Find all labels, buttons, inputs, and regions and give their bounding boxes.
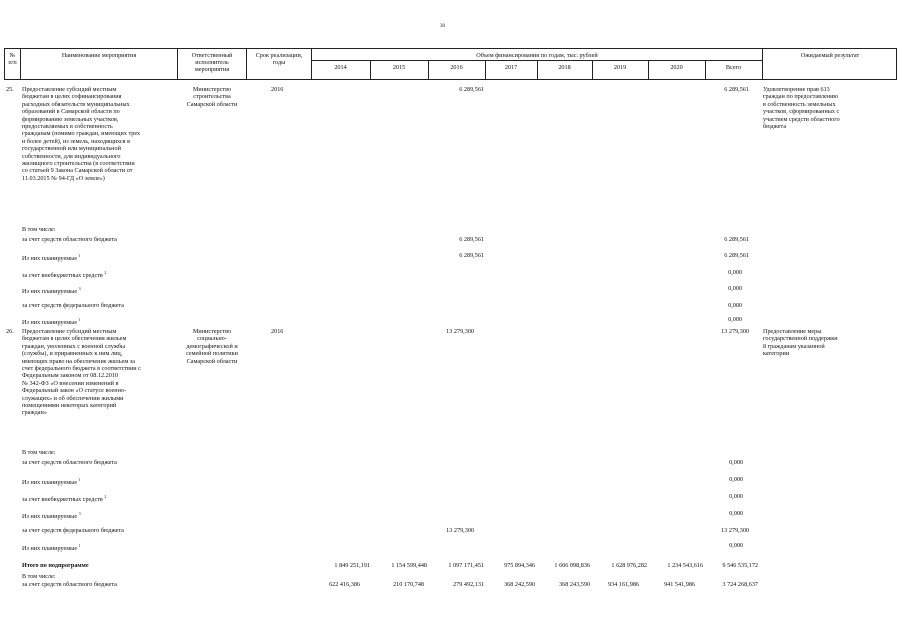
regional-2019: 934 161,986 (608, 581, 639, 588)
value-total: 13 279,300 (721, 328, 749, 335)
funding-row-label: за счет внебюджетных средств $^2$ (22, 494, 107, 504)
year-col: 2018 (558, 64, 571, 71)
totals-total: 9 546 535,172 (722, 562, 758, 569)
funding-row-label: Из них планируемые $^1$ (22, 477, 81, 487)
including-label: В том числе: (22, 449, 56, 456)
executor-line: демографической и (186, 342, 238, 350)
description-line: Предоставление субсидий местным (22, 86, 117, 93)
year-col: 2014 (334, 64, 347, 71)
description-line: (службы), и приравненных к ним лиц, (22, 350, 123, 358)
including-label: В том числе: (22, 226, 56, 233)
item-description (22, 328, 141, 417)
item-term: 2016 (271, 86, 284, 93)
funding-row-label: за счет внебюджетных средств $^2$ (22, 270, 107, 280)
item-term: 2016 (271, 328, 284, 335)
description-line: и более детей), из земель, находящихся в (22, 137, 130, 145)
result-line: государственной поддержки (763, 335, 838, 343)
regional-2020: 941 541,986 (664, 581, 695, 588)
description-line: жилищного строительства (в соответствии (22, 160, 135, 168)
funding-row-label: Из них планируемые $^1$ (22, 317, 81, 327)
funding-row-total: 0,000 (729, 510, 743, 517)
regional-total: 3 724 268,637 (722, 581, 758, 588)
funding-row-total: 0,000 (729, 493, 743, 500)
totals-2017: 975 894,346 (504, 562, 535, 569)
year-col: 2019 (613, 64, 627, 71)
item-description (22, 86, 140, 182)
executor-line: строительства (193, 93, 231, 101)
executor-line: Министерство (192, 86, 232, 93)
description-line: граждан, уволенных с военной службы (22, 342, 126, 350)
executor-line: Самарской области (186, 100, 238, 108)
description-line: образований в Самарской области по (22, 108, 120, 116)
totals-label: Итого по подпрограмме (22, 562, 89, 569)
regional-2014: 622 416,386 (329, 581, 360, 588)
totals-2020: 1 234 543,616 (667, 562, 703, 569)
result-line: в собственность земельных (763, 100, 836, 108)
totals-2016: 1 097 171,451 (448, 562, 484, 569)
funding-row-2016: 13 279,300 (446, 527, 474, 534)
item-number: 25. (6, 86, 14, 93)
executor-line: Самарской области (186, 357, 238, 365)
regional-2015: 210 170,748 (393, 581, 424, 588)
item-result (763, 86, 840, 130)
description-line: государственной или муниципальной (22, 145, 121, 153)
result-line: 8 гражданам указанной (763, 342, 825, 350)
year-col: 2020 (670, 64, 683, 71)
description-line: со статьей 9 Закона Самарской области от (22, 167, 133, 175)
regional-label: за счет средств областного бюджета (22, 581, 117, 588)
description-line: расходных обязательств муниципальных (22, 100, 130, 108)
page-number: 30 (440, 24, 445, 29)
result-line: Предоставление меры (763, 328, 822, 335)
result-line: участков, сформированных с (763, 108, 840, 116)
funding-row-total: 0,000 (729, 476, 743, 483)
description-line: Федеральный закон «О статусе военно- (22, 387, 127, 395)
year-col: 2017 (504, 64, 518, 71)
result-line: граждан по предоставлению (763, 93, 839, 101)
header-num: № п/п (8, 52, 17, 66)
funding-row-total: 0,000 (728, 269, 742, 276)
executor-line: Министерство (192, 328, 232, 335)
funding-row-label: Из них планируемые $^3$ (22, 511, 81, 521)
funding-row-total: 0,000 (728, 285, 742, 292)
regional-2016: 279 492,131 (453, 581, 484, 588)
year-col: 2016 (450, 64, 463, 71)
description-line: бюджетам в целях обеспечения жильем (22, 335, 127, 343)
funding-row-total: 6 289,561 (724, 236, 749, 243)
result-line: бюджета (763, 123, 787, 131)
header-finance: Объем финансирования по годам, тыс. рублей (476, 52, 598, 59)
funding-row-total: 13 279,300 (721, 527, 749, 534)
funding-row-label: за счет средств федерального бюджета (22, 527, 124, 534)
funding-row-label: за счет средств областного бюджета (22, 459, 117, 466)
regional-2017: 368 242,590 (504, 581, 535, 588)
description-line: формированию земельных участков, (22, 115, 119, 123)
description-line: служащих» и об обеспечении жилыми (22, 394, 124, 402)
description-line: предоставляемых в собственность (22, 123, 113, 131)
description-line: помещениями некоторых категорий (22, 402, 117, 410)
result-line: участием средств областного (763, 115, 840, 123)
funding-row-total: 0,000 (729, 542, 743, 549)
description-line: гражданам (помимо граждан, имеющих трех (22, 130, 141, 138)
description-line: счет федерального бюджета в соответствии с (22, 365, 141, 373)
item-executor (178, 328, 246, 365)
description-line: 11.03.2015 № 94-ГД «О земле») (22, 174, 105, 182)
executor-line: социально- (197, 335, 227, 343)
totals-2015: 1 154 599,448 (391, 562, 427, 569)
header-divider (311, 60, 762, 61)
header-executor: Ответственный исполнитель мероприятия (191, 52, 233, 73)
item-number: 26. (6, 328, 14, 335)
description-line: Предоставление субсидий местным (22, 328, 117, 335)
description-line: Федеральным законом от 08.12.2010 (22, 372, 119, 380)
value-2016: 6 289,561 (459, 86, 484, 93)
funding-row-label: за счет средств федерального бюджета (22, 302, 124, 309)
description-line: бюджетам в целях софинансирования (22, 93, 122, 101)
value-2016: 13 279,300 (446, 328, 474, 335)
header-name: Наименование мероприятия (61, 52, 137, 59)
funding-row-total: 0,000 (728, 316, 742, 323)
including-label: В том числе: (22, 573, 56, 580)
funding-row-label: за счет средств областного бюджета (22, 236, 117, 243)
funding-row-label: Из них планируемые $^1$ (22, 253, 81, 263)
description-line: граждан» (22, 409, 47, 417)
year-col: 2015 (392, 64, 406, 71)
item-result (763, 328, 838, 358)
totals-2018: 1 606 098,836 (554, 562, 590, 569)
totals-2014: 1 849 251,191 (334, 562, 370, 569)
value-total: 6 289,561 (724, 86, 749, 93)
funding-row-total: 0,000 (729, 459, 743, 466)
funding-row-total: 0,000 (728, 302, 742, 309)
year-col: Всего (725, 64, 742, 71)
regional-2018: 368 243,590 (559, 581, 590, 588)
funding-row-label: Из них планируемые $^1$ (22, 543, 81, 553)
description-line: № 342-ФЗ «О внесении изменений в (22, 379, 119, 387)
item-executor (178, 86, 246, 108)
executor-line: семейной политики (186, 350, 238, 358)
funding-row-total: 6 289,561 (724, 252, 749, 259)
header-term: Срок реализации, годы (255, 52, 303, 66)
funding-row-2016: 6 289,561 (459, 252, 484, 259)
totals-2019: 1 628 976,282 (611, 562, 647, 569)
funding-row-2016: 6 289,561 (459, 236, 484, 243)
funding-row-label: Из них планируемые $^3$ (22, 286, 81, 296)
description-line: имеющих право на обеспечение жильем за (22, 357, 135, 365)
result-line: Удовлетворение прав 613 (763, 86, 830, 93)
header-result: Ожидаемый результат (800, 52, 860, 59)
result-line: категории (763, 350, 790, 358)
description-line: собственности, для индивидуального (22, 152, 121, 160)
